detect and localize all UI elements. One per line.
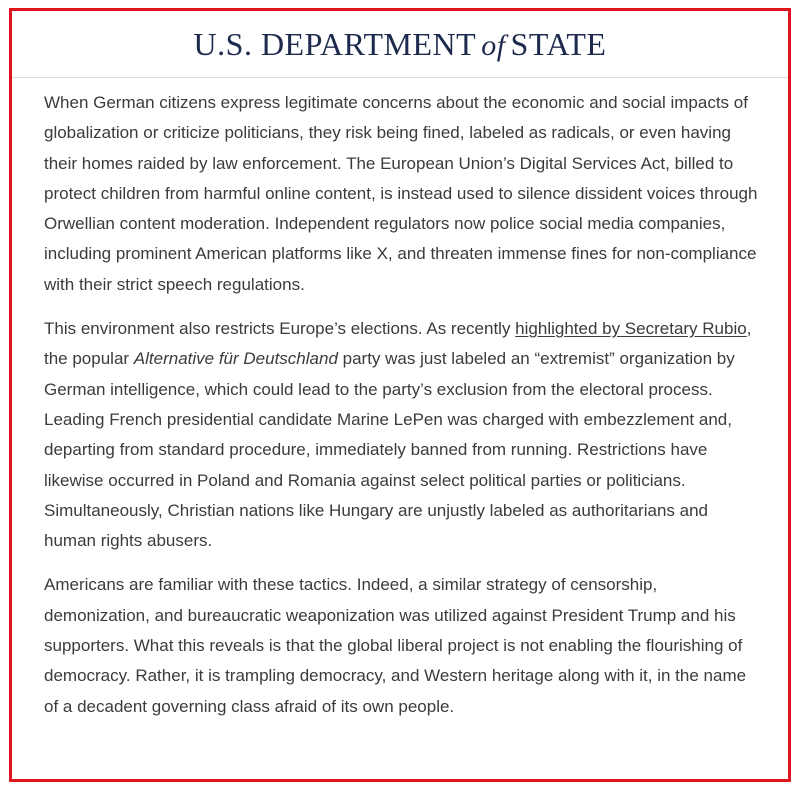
paragraph-3: Americans are familiar with these tactics. Indeed, a similar strategy of censorship, demonization, and bureaucratic weaponization was utilized against President Trump and his supporters. What this reveals is that the global liberal project is not enabling the flourishing of democracy. Rather, it is trampling democracy, and Western heritage along with it, in the name of a decadent governing class afraid of its own people.: [44, 575, 747, 716]
rubio-statement-link[interactable]: highlighted by Secretary Rubio: [515, 319, 747, 339]
paragraph-2-mid: , the popular: [44, 319, 752, 369]
paragraph-2: [44, 314, 764, 556]
logo-text-state: STATE: [510, 25, 607, 62]
paragraph-1: When German citizens express legitimate concerns about the economic and social impacts of globalization or criticize politicians, they risk being fined, labeled as radicals, or even having their homes raided by law enforcement. The European Union’s Digital Services Act, billed to protect children from harmful online content, is instead used to silence dissident voices through Orwellian content moderation. Independent regulators now police social media companies, including prominent American platforms like X, and threaten immense fines for non-compliance with their strict speech regulations.: [44, 93, 758, 294]
highlight-frame: [9, 8, 791, 782]
logo-text-of: of: [481, 28, 506, 62]
state-department-logo[interactable]: [194, 26, 607, 63]
paragraph-2-intro: This environment also restricts Europe’s elections. As recently: [44, 319, 516, 339]
party-name-italic: Alternative für Deutschland: [133, 349, 338, 369]
article-body: [12, 78, 788, 722]
paragraph-2-rest: party was just labeled an “extremist” organization by German intelligence, which could lead to the party’s exclusion from the electoral process. Leading French presidential candidate Marine LePen was charged with embezzlement and, departing from standard procedure, immediately banned from running. Restrictions have likewise occurred in Poland and Romania against select political parties or politicians. Simultaneously, Christian nations like Hungary are unjustly labeled as authoritarians and human rights abusers.: [44, 349, 735, 551]
site-header: [12, 11, 788, 78]
logo-text-department: U.S. DEPARTMENT: [193, 25, 477, 62]
